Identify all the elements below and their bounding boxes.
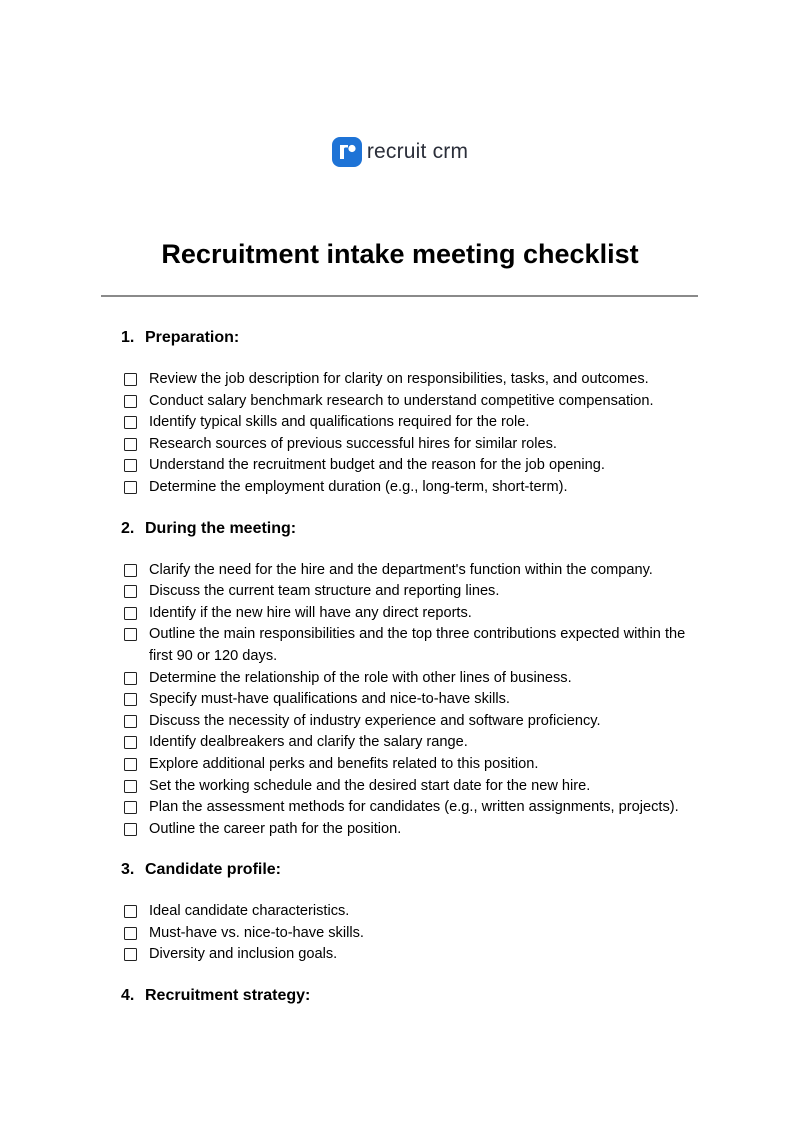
section-number: 4. — [121, 987, 135, 1005]
checklist-section — [121, 859, 711, 966]
checkbox[interactable] — [124, 823, 137, 836]
checklist-item — [121, 391, 711, 413]
checkbox[interactable] — [124, 438, 137, 451]
checklist-item-text: Determine the employment duration (e.g., long-term, short-term). — [149, 478, 568, 495]
section-heading — [121, 985, 711, 1007]
checklist-item — [121, 944, 711, 966]
section-heading — [121, 327, 711, 349]
checklist-item — [121, 732, 711, 754]
checklist-item — [121, 581, 711, 603]
page-title: Recruitment intake meeting checklist — [161, 239, 639, 269]
checkbox[interactable] — [124, 628, 137, 641]
checkbox[interactable] — [124, 948, 137, 961]
checkbox[interactable] — [124, 758, 137, 771]
checklist-item — [121, 689, 711, 711]
checklist-item — [121, 711, 711, 733]
checkbox[interactable] — [124, 672, 137, 685]
section-number: 3. — [121, 861, 135, 879]
checklist-item — [121, 434, 711, 456]
checklist-item-text: Outline the main responsibilities and the top three contributions expected within the first 90 or 120 days. — [149, 626, 686, 664]
checklist-item — [121, 477, 711, 499]
checklist-item — [121, 560, 711, 582]
checklist-item — [121, 901, 711, 923]
checklist-item — [121, 754, 711, 776]
checklist-item-text: Specify must-have qualifications and nice-to-have skills. — [149, 691, 510, 708]
section-number: 2. — [121, 519, 135, 537]
checklist-item-text: Plan the assessment methods for candidates (e.g., written assignments, projects). — [149, 799, 679, 816]
checklist-sections — [121, 327, 711, 1027]
checklist-item-text: Set the working schedule and the desired start date for the new hire. — [149, 777, 591, 794]
checklist-item — [121, 412, 711, 434]
checkbox[interactable] — [124, 564, 137, 577]
checkbox[interactable] — [124, 801, 137, 814]
checklist-item-text: Diversity and inclusion goals. — [149, 946, 338, 963]
checklist-section — [121, 327, 711, 499]
checklist-item — [121, 455, 711, 477]
checklist — [121, 560, 711, 841]
checklist-item-text: Review the job description for clarity on responsibilities, tasks, and outcomes. — [149, 371, 649, 387]
checkbox[interactable] — [124, 736, 137, 749]
section-heading-text: Recruitment strategy: — [145, 987, 311, 1005]
checklist-item-text: Explore additional perks and benefits related to this position. — [149, 755, 539, 772]
checklist-section — [121, 985, 711, 1007]
checklist-item — [121, 776, 711, 798]
checklist-item-text: Ideal candidate characteristics. — [149, 903, 350, 920]
checklist-item-text: Outline the career path for the position. — [149, 820, 402, 837]
checklist-section — [121, 518, 711, 841]
checkbox[interactable] — [124, 481, 137, 494]
checklist-item — [121, 668, 711, 690]
checkbox[interactable] — [124, 459, 137, 472]
section-number: 1. — [121, 329, 135, 346]
checklist-item — [121, 624, 711, 667]
section-heading-text: Candidate profile: — [145, 861, 282, 879]
checklist-item-text: Discuss the necessity of industry experience and software proficiency. — [149, 712, 601, 729]
checkbox[interactable] — [124, 416, 137, 429]
checklist-item-text: Identify if the new hire will have any direct reports. — [149, 604, 472, 621]
checklist-item-text: Determine the relationship of the role with other lines of business. — [149, 669, 572, 686]
checklist-item — [121, 797, 711, 819]
checkbox[interactable] — [124, 905, 137, 918]
checkbox[interactable] — [124, 395, 137, 408]
checklist — [121, 901, 711, 966]
section-heading — [121, 859, 711, 881]
checklist-item-text: Conduct salary benchmark research to understand competitive compensation. — [149, 392, 654, 409]
checklist-item-text: Understand the recruitment budget and the reason for the job opening. — [149, 457, 605, 474]
checklist-item — [121, 819, 711, 841]
logo-wordmark: recruit crm — [366, 140, 469, 163]
checkbox[interactable] — [124, 693, 137, 706]
title-divider — [101, 295, 698, 297]
checkbox[interactable] — [124, 607, 137, 620]
checklist-item — [121, 369, 711, 391]
checklist-item — [121, 603, 711, 625]
checklist-item-text: Identify typical skills and qualifications required for the role. — [149, 414, 530, 431]
section-heading-text: Preparation: — [145, 329, 240, 346]
checkbox[interactable] — [124, 585, 137, 598]
checklist-item-text: Must-have vs. nice-to-have skills. — [149, 924, 364, 941]
checkbox[interactable] — [124, 715, 137, 728]
company-logo — [0, 137, 800, 167]
checklist-item-text: Identify dealbreakers and clarify the salary range. — [149, 734, 468, 751]
section-heading — [121, 518, 711, 540]
checklist-item — [121, 923, 711, 945]
checklist-item-text: Discuss the current team structure and reporting lines. — [149, 583, 500, 600]
checklist — [121, 369, 711, 499]
checkbox[interactable] — [124, 373, 137, 386]
recruit-crm-logo-icon — [332, 137, 362, 167]
checkbox[interactable] — [124, 927, 137, 940]
checklist-item-text: Research sources of previous successful hires for similar roles. — [149, 435, 557, 452]
checkbox[interactable] — [124, 780, 137, 793]
checklist-item-text: Clarify the need for the hire and the department's function within the company. — [149, 561, 653, 578]
section-heading-text: During the meeting: — [145, 519, 297, 537]
